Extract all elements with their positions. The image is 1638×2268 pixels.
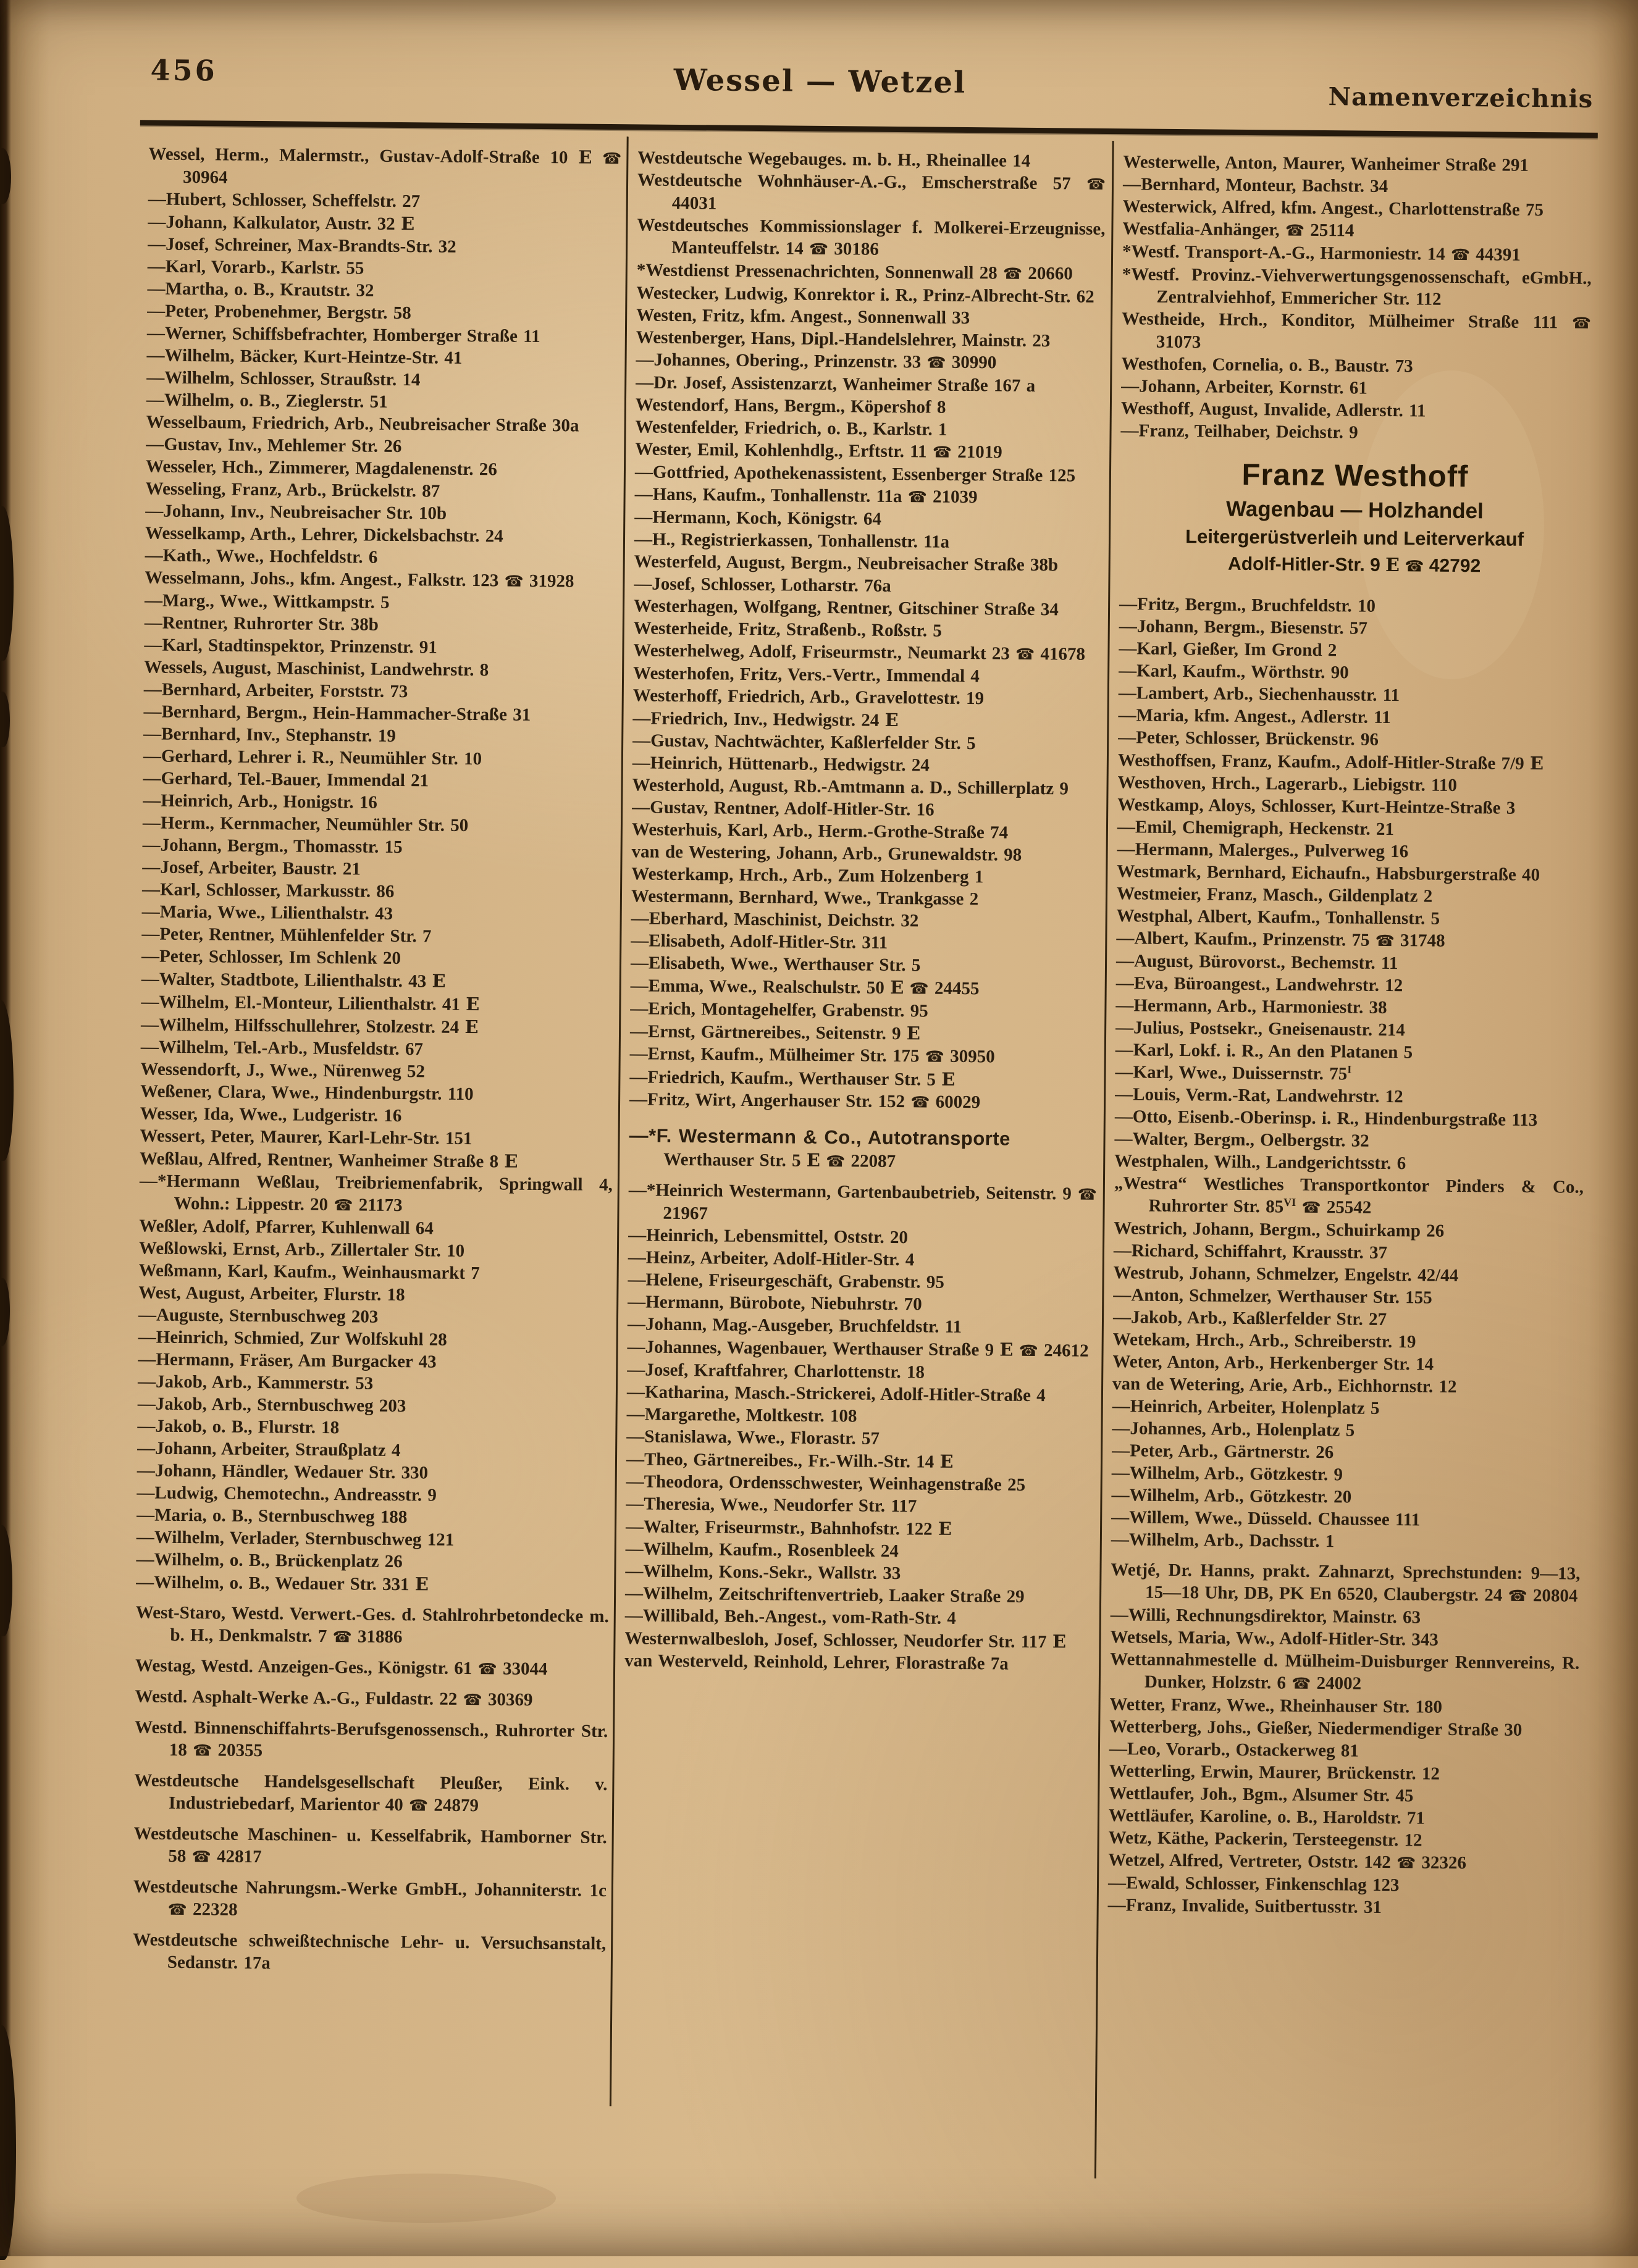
directory-entry: van de Westering, Johann, Arb., Grunewaldstr. 98 (631, 842, 1022, 865)
phone-icon: ☎ (167, 1900, 187, 1919)
directory-entry: —Leo, Vorarb., Ostackerweg 81 (1109, 1739, 1359, 1761)
directory-entry: —Gustav, Inv., Mehlemer Str. 26 (146, 434, 402, 457)
directory-entry: —Eberhard, Maschinist, Deichstr. 32 (631, 908, 919, 931)
directory-entry: Westenfelder, Friedrich, o. B., Karlstr. 1 (635, 417, 947, 440)
phone-icon: ☎ (193, 1741, 212, 1760)
directory-entry: —Wilhelm, Zeitschriftenvertrieb, Laaker Straße 29 (624, 1583, 1025, 1607)
directory-entry: —Wilhelm, Verlader, Sternbuschweg 121 (136, 1527, 455, 1550)
directory-entry: Westerhofen, Fritz, Vers.-Vertr., Immendal 4 (632, 663, 980, 687)
section-label: Namenverzeichnis (1328, 82, 1594, 114)
owner-mark: E (884, 709, 899, 731)
directory-entry: Westfalia-Anhänger, ☎ 25114 (1122, 219, 1354, 241)
directory-entry: Wessel, Herm., Malermstr., Gustav-Adolf-Straße 10 E ☎ 30964 (148, 144, 622, 188)
directory-entry: —Louis, Verm.-Rat, Landwehrstr. 12 (1115, 1084, 1403, 1107)
directory-entry: Westd. Binnenschiffahrts-Berufsgenossensch., Ruhrorter Str. 18 ☎ 20355 (135, 1717, 608, 1761)
directory-entry: —Karl, Kaufm., Wörthstr. 90 (1119, 661, 1349, 683)
phone-icon: ☎ (932, 443, 952, 461)
phone-icon: ☎ (1015, 645, 1035, 663)
directory-entry: —Johannes, Arb., Holenplatz 5 (1112, 1418, 1355, 1441)
directory-entry: —Johann, Händler, Wedauer Str. 330 (136, 1460, 429, 1483)
directory-entry: —Ernst, Kaufm., Mülheimer Str. 175 ☎ 30950 (629, 1044, 995, 1067)
directory-entry: —Gerhard, Lehrer i. R., Neumühler Str. 10 (143, 746, 482, 769)
directory-entry: —Gerhard, Tel.-Bauer, Immendal 21 (143, 768, 429, 791)
page-title: Wessel — Wetzel (673, 62, 967, 100)
directory-entry: —Friedrich, Kaufm., Werthauser Str. 5 E (629, 1067, 956, 1090)
owner-mark: E (1052, 1631, 1067, 1652)
phone-icon: ☎ (1508, 1586, 1527, 1605)
directory-entry: Westd. Asphalt-Werke A.-G., Fuldastr. 22 ☎ 30369 (135, 1686, 533, 1710)
owner-mark: E (941, 1068, 956, 1090)
directory-entry: —*Hermann Weßlau, Treibriemenfabrik, Springwall 4, Wohn.: Lippestr. 20 ☎ 21173 (139, 1171, 613, 1216)
directory-entry: Wessels, August, Maschinist, Landwehrstr. 8 (144, 657, 489, 680)
directory-entry: Wetjé, Dr. Hanns, prakt. Zahnarzt, Sprechstunden: 9—13, 15—18 Uhr, DB, PK En 6520, Claubergstr. 24 ☎ 20804 (1111, 1560, 1581, 1606)
directory-entry: Westphal, Albert, Kaufm., Tonhallenstr. 5 (1116, 906, 1440, 929)
phone-icon: ☎ (504, 572, 524, 590)
phone-icon: ☎ (408, 1796, 429, 1815)
directory-entry: Westen, Fritz, kfm. Angest., Sonnenwall 33 (636, 305, 970, 328)
directory-entry: *Westf. Transport-A.-G., Harmoniestr. 14 ☎ 44391 (1122, 241, 1521, 265)
directory-entry: —Lambert, Arb., Siechenhausstr. 11 (1118, 683, 1400, 706)
directory-entry: —Wilhelm, Kaufm., Rosenbleek 24 (625, 1539, 899, 1562)
directory-entry: —Karl, Gießer, Im Grond 2 (1119, 638, 1337, 661)
directory-entry: —Otto, Eisenb.-Oberinsp. i. R., Hindenburgstraße 113 (1114, 1107, 1538, 1131)
directory-entry: —Maria, kfm. Angest., Adlerstr. 11 (1118, 705, 1391, 728)
phone-icon: ☎ (907, 488, 927, 506)
advert-line: Franz Westhoff (1241, 458, 1469, 494)
directory-entry: —Willem, Wwe., Düsseld. Chaussee 111 (1111, 1507, 1421, 1530)
phone-icon: ☎ (1396, 1854, 1416, 1872)
directory-entry: —H., Registrierkassen, Tonhallenstr. 11a (634, 529, 950, 552)
directory-entry: van de Wetering, Arie, Arb., Eichhornstr. 12 (1112, 1374, 1457, 1397)
directory-entry: —Johann, Bergm., Thomasstr. 15 (142, 835, 403, 858)
directory-entry: Westdeutsche Handelsgesellschaft Pleußer, Eink. v. Industriebedarf, Marientor 40 ☎ 24879 (134, 1770, 608, 1816)
directory-entry: —Dr. Josef, Assistenzarzt, Wanheimer Straße 167 a (636, 372, 1036, 396)
directory-entry: Westdeutsche Maschinen- u. Kesselfabrik, Hamborner Str. 58 ☎ 42817 (133, 1823, 607, 1867)
directory-entry: Westkamp, Aloys, Schlosser, Kurt-Heintze-Straße 3 (1117, 795, 1516, 818)
directory-entry: —Josef, Schreiner, Max-Brandts-Str. 32 (148, 234, 456, 257)
directory-entry: —Fritz, Wirt, Angerhauser Str. 152 ☎ 60029 (629, 1089, 981, 1113)
page-number: 456 (150, 53, 217, 88)
directory-entry: —Richard, Schiffahrt, Krausstr. 37 (1113, 1241, 1388, 1263)
directory-entry: —Wilhelm, Bäcker, Kurt-Heintze-Str. 41 (146, 345, 463, 368)
directory-entry: Wesser, Ida, Wwe., Ludgeristr. 16 (140, 1103, 402, 1126)
owner-mark: E (939, 1450, 954, 1472)
directory-entry: —Walter, Bergm., Oelbergstr. 32 (1114, 1129, 1369, 1151)
owner-mark: E (890, 976, 904, 998)
phone-icon: ☎ (1301, 1198, 1321, 1217)
directory-entry: —Friedrich, Inv., Hedwigstr. 24 E (632, 708, 899, 731)
directory-entry: Westheide, Hrch., Konditor, Mülheimer Straße 111 ☎ 31073 (1122, 309, 1592, 353)
directory-entry: Westdeutsche Wohnhäuser-A.-G., Emscherstraße 57 ☎ 44031 (637, 170, 1106, 214)
directory-entry: Weßler, Adolf, Pfarrer, Kuhlenwall 64 (139, 1216, 434, 1239)
directory-entry: Westphalen, Wilh., Landgerichtsstr. 6 (1114, 1151, 1406, 1174)
directory-entry: —Auguste, Sternbuschweg 203 (138, 1305, 379, 1327)
directory-entry: Wester, Emil, Kohlenhdlg., Erftstr. 11 ☎ 21019 (635, 439, 1002, 462)
directory-entry: Wesselmann, Johs., kfm. Angest., Falkstr. 123 ☎ 31928 (145, 567, 574, 592)
directory-entry: Westdeutsche Wegebauges. m. b. H., Rheinallee 14 (637, 148, 1031, 171)
directory-entry: —Anton, Schmelzer, Werthauser Str. 155 (1113, 1285, 1432, 1308)
directory-entry: Wetekam, Hrch., Arb., Schreiberstr. 19 (1112, 1329, 1416, 1352)
directory-entry: —Bernhard, Monteur, Bachstr. 34 (1122, 174, 1388, 196)
directory-entry: —Emil, Chemigraph, Heckenstr. 21 (1117, 817, 1395, 840)
directory-entry: —Johann, Bergm., Biesenstr. 57 (1119, 616, 1368, 638)
directory-entry: Westerhold, August, Rb.-Amtmann a. D., Schillerplatz 9 (632, 775, 1069, 799)
directory-entry: Wettannahmestelle d. Mülheim-Duisburger Rennvereins, R. Dunker, Holzstr. 6 ☎ 24002 (1110, 1649, 1580, 1694)
directory-entry: —Kath., Wwe., Hochfeldstr. 6 (145, 545, 378, 567)
directory-entry: —Rentner, Ruhrorter Str. 38b (144, 613, 379, 635)
directory-entry: —*Heinrich Westermann, Gartenbaubetrieb, Seitenstr. 9 ☎ 21967 (628, 1180, 1097, 1224)
directory-entry: —Marg., Wwe., Wittkampstr. 5 (144, 590, 390, 613)
directory-entry: —Karl, Stadtinspektor, Prinzenstr. 91 (144, 635, 437, 658)
column-3 (1108, 151, 1593, 1920)
phone-icon: ☎ (463, 1690, 482, 1709)
directory-entry: —Fritz, Bergm., Bruchfeldstr. 10 (1119, 594, 1376, 616)
directory-entry: —Wilhelm, Tel.-Arb., Musfeldstr. 67 (140, 1037, 424, 1060)
directory-entry: *Westdienst Pressenachrichten, Sonnenwall 28 ☎ 20660 (636, 260, 1073, 284)
column-1 (133, 142, 622, 1977)
directory-entry: —Johann, Arbeiter, Kornstr. 61 (1121, 376, 1367, 398)
directory-entry: Wettläufer, Karoline, o. B., Haroldstr. 71 (1108, 1806, 1426, 1828)
directory-entry: Westmeier, Franz, Masch., Gildenplatz 2 (1116, 884, 1433, 906)
directory-entry: —Elisabeth, Wwe., Werthauser Str. 5 (630, 953, 921, 976)
directory-entry: Westerheide, Fritz, Straßenb., Roßstr. 5 (633, 618, 942, 641)
directory-entry: Westrub, Johann, Schmelzer, Engelstr. 42/44 (1113, 1263, 1459, 1286)
owner-mark: E (938, 1518, 952, 1539)
directory-entry: Westmark, Bernhard, Eichaufn., Habsburgerstraße 40 (1117, 861, 1540, 885)
directory-entry: —Hermann, Koch, Königstr. 64 (634, 507, 882, 529)
directory-entry: Westerhagen, Wolfgang, Rentner, Gitschiner Straße 34 (633, 596, 1059, 620)
directory-entry: Westerhuis, Karl, Arb., Herm.-Grothe-Straße 74 (631, 819, 1009, 843)
phone-icon: ☎ (1086, 175, 1106, 193)
directory-entry: Wetterberg, Johs., Gießer, Niedermendiger Straße 30 (1109, 1717, 1522, 1740)
directory-entry: West-Staro, Westd. Verwert.-Ges. d. Stahlrohrbetondecke m. b. H., Denkmalstr. 7 ☎ 31886 (135, 1602, 609, 1647)
advert-franz-westhoff (1120, 456, 1590, 580)
directory-entry: Wessendorft, J., Wwe., Nürenweg 52 (140, 1059, 426, 1082)
phone-icon: ☎ (602, 149, 622, 168)
directory-entry: Wetsels, Maria, Ww., Adolf-Hitler-Str. 343 (1110, 1627, 1438, 1650)
directory-entry: Westerwelle, Anton, Maurer, Wanheimer Straße 291 (1123, 152, 1529, 175)
owner-mark: E (906, 1023, 921, 1044)
directory-entry: —Heinrich, Arbeiter, Holenplatz 5 (1112, 1396, 1380, 1418)
directory-entry: Weßlowski, Ernst, Arb., Zillertaler Str. 10 (138, 1238, 465, 1261)
owner-mark: E (578, 146, 592, 168)
directory-entry: —Wilhelm, Hilfsschullehrer, Stolzestr. 24 E (140, 1015, 479, 1038)
advert-line: —*F. Westermann & Co., Autotransporte (629, 1124, 1011, 1150)
directory-entry: —Margarethe, Moltkestr. 108 (626, 1404, 857, 1426)
directory-entry: —Katharina, Masch.-Strickerei, Adolf-Hitler-Straße 4 (626, 1382, 1046, 1406)
directory-entry: —Walter, Stadtbote, Lilienthalstr. 43 E (141, 969, 446, 992)
owner-mark: E (1385, 554, 1400, 577)
directory-entry: —Peter, Schlosser, Im Schlenk 20 (141, 946, 401, 969)
directory-entry: —Bernhard, Bergm., Hein-Hammacher-Straße 31 (143, 701, 531, 725)
phone-icon: ☎ (1571, 314, 1592, 332)
advert-line: Werthauser Str. 5 E ☎ 22087 (663, 1149, 896, 1172)
directory-entry: —Jakob, Arb., Sternbuschweg 203 (137, 1394, 406, 1416)
directory-entry: —Ludwig, Chemotechn., Andreasstr. 9 (136, 1483, 437, 1505)
owner-mark: E (504, 1150, 518, 1172)
phone-icon: ☎ (826, 1152, 846, 1171)
directory-entry: Westernwalbesloh, Josef, Schlosser, Neudorfer Str. 117 E (624, 1628, 1067, 1652)
directory-entry: —Johann, Mag.-Ausgeber, Bruchfeldstr. 11 (627, 1314, 962, 1337)
directory-entry: —Theodora, Ordensschwester, Weinhagenstraße 25 (626, 1471, 1026, 1495)
directory-entry: —Theresia, Wwe., Neudorfer Str. 117 (626, 1494, 917, 1517)
directory-entry: —Jakob, o. B., Flurstr. 18 (137, 1416, 340, 1438)
phone-icon: ☎ (1285, 221, 1305, 240)
directory-entry: —Wilhelm, Arb., Götzkestr. 9 (1111, 1463, 1343, 1485)
owner-mark: E (999, 1339, 1014, 1360)
phone-icon: ☎ (925, 1047, 945, 1066)
directory-entry: —Karl, Vorarb., Karlstr. 55 (147, 256, 364, 278)
directory-entry: —Werner, Schiffsbefrachter, Homberger Straße 11 (146, 323, 540, 346)
directory-entry: —Peter, Probenehmer, Bergstr. 58 (147, 301, 411, 324)
directory-entry: —Peter, Schlosser, Brückenstr. 96 (1118, 727, 1379, 750)
directory-entry: —Franz, Teilhaber, Deichstr. 9 (1120, 421, 1358, 443)
directory-entry: Westenberger, Hans, Dipl.-Handelslehrer, Mainstr. 23 (636, 327, 1051, 351)
directory-entry: —Hermann, Arb., Harmoniestr. 38 (1115, 995, 1387, 1018)
directory-entry: —August, Bürovorst., Bechemstr. 11 (1115, 951, 1398, 974)
directory-entry: Westhoffsen, Franz, Kaufm., Adolf-Hitler-Straße 7/9 E (1117, 750, 1544, 774)
directory-entry: —Johannes, Obering., Prinzenstr. 33 ☎ 30990 (636, 349, 997, 373)
directory-entry: —Karl, Lokf. i. R., An den Platanen 5 (1115, 1040, 1413, 1063)
directory-entry: Westecker, Ludwig, Konrektor i. R., Prinz-Albrecht-Str. 62 (636, 283, 1094, 307)
directory-entry: —Maria, Wwe., Lilienthalstr. 43 (141, 902, 393, 924)
directory-entry: Westag, Westd. Anzeigen-Ges., Königstr. 61 ☎ 33044 (135, 1655, 548, 1680)
directory-entry: —Bernhard, Inv., Stephanstr. 19 (143, 724, 396, 746)
phone-icon: ☎ (334, 1196, 353, 1215)
directory-entry: Westhoven, Hrch., Lagerarb., Liebigstr. 110 (1117, 772, 1458, 795)
directory-entry: Westhoff, August, Invalide, Adlerstr. 11 (1120, 398, 1426, 421)
directory-entry: Westerwick, Alfred, kfm. Angest., Charlottenstraße 75 (1122, 196, 1544, 220)
directory-entry: —Jakob, Arb., Kaßlerfelder Str. 27 (1112, 1307, 1387, 1329)
directory-entry: —Wilhelm, Arb., Götzkestr. 20 (1111, 1485, 1352, 1507)
directory-entry: —Wilhelm, o. B., Zieglerstr. 51 (146, 390, 388, 412)
directory-entry: —Julius, Postsekr., Gneisenaustr. 214 (1115, 1018, 1406, 1040)
directory-entry: Wesselbaum, Friedrich, Arb., Neubreisacher Straße 30a (146, 412, 579, 436)
directory-entry: —Wilhelm, o. B., Brückenplatz 26 (136, 1549, 403, 1572)
directory-entry: Westdeutsches Kommissionslager f. Molkerei-Erzeugnisse, Manteuffelstr. 14 ☎ 30186 (637, 215, 1106, 259)
owner-mark: E (400, 213, 415, 235)
owner-mark: E (806, 1149, 821, 1171)
directory-entry: —Helene, Friseurgeschäft, Grabenstr. 95 (628, 1270, 945, 1292)
owner-mark: E (1529, 752, 1544, 774)
column-2 (624, 146, 1106, 1676)
directory-entry: Westendorf, Hans, Bergm., Köpershof 8 (635, 395, 946, 417)
directory-entry: —Hubert, Schlosser, Scheffelstr. 27 (148, 189, 421, 212)
directory-entry: Wetterling, Erwin, Maurer, Brückenstr. 12 (1109, 1761, 1440, 1784)
phone-icon: ☎ (1375, 931, 1395, 950)
directory-entry: —Gottfried, Apothekenassistent, Essenberger Straße 125 (634, 462, 1076, 486)
directory-entry: Weßlau, Alfred, Rentner, Wanheimer Straße 8 E (140, 1149, 518, 1172)
directory-entry: West, August, Arbeiter, Flurstr. 18 (138, 1283, 405, 1305)
directory-entry: Westerhelweg, Adolf, Friseurmstr., Neumarkt 23 ☎ 41678 (633, 640, 1086, 664)
directory-entry: Wessert, Peter, Maurer, Karl-Lehr-Str. 151 (140, 1126, 472, 1149)
directory-entry: —Eva, Büroangest., Landwehrstr. 12 (1115, 973, 1403, 996)
directory-entry: —Willibald, Beh.-Angest., vom-Rath-Str. 4 (624, 1605, 957, 1628)
directory-entry: —Theo, Gärtnereibes., Fr.-Wilh.-Str. 14 E (626, 1449, 954, 1472)
phone-icon: ☎ (909, 979, 929, 998)
directory-entry: Westerfeld, August, Bergm., Neubreisacher Straße 38b (634, 551, 1059, 575)
directory-entry: —Willi, Rechnungsdirektor, Mainstr. 63 (1110, 1605, 1421, 1628)
directory-entry: —Wilhelm, Arb., Dachsstr. 1 (1111, 1529, 1335, 1552)
directory-entry: —Wilhelm, Schlosser, Straußstr. 14 (146, 367, 421, 390)
directory-entry: —Ernst, Gärtnereibes., Seitenstr. 9 E (629, 1021, 921, 1044)
directory-entry: —Franz, Invalide, Suitbertusstr. 31 (1107, 1895, 1382, 1917)
directory-entry: Weßener, Clara, Wwe., Hindenburgstr. 110 (140, 1081, 474, 1105)
owner-mark: E (464, 1016, 479, 1038)
directory-entry: Weter, Anton, Arb., Herkenberger Str. 14 (1112, 1352, 1434, 1375)
directory-entry: —Ewald, Schlosser, Finkenschlag 123 (1107, 1873, 1400, 1896)
phone-icon: ☎ (910, 1093, 930, 1111)
directory-entry: —Maria, o. B., Sternbuschweg 188 (136, 1505, 408, 1528)
directory-entry: —Heinrich, Arb., Honigstr. 16 (143, 790, 377, 813)
phone-icon: ☎ (1077, 1185, 1097, 1203)
directory-entry: —Walter, Friseurmstr., Bahnhofstr. 122 E (625, 1517, 952, 1539)
phone-icon: ☎ (1450, 245, 1471, 264)
directory-entry: —Karl, Schlosser, Markusstr. 86 (141, 879, 395, 902)
directory-entry: Westdeutsche schweißtechnische Lehr- u. Versuchsanstalt, Sedanstr. 17a (133, 1930, 607, 1973)
directory-entry: —Josef, Arbeiter, Baustr. 21 (142, 857, 361, 879)
directory-entry: Wetz, Käthe, Packerin, Tersteegenstr. 12 (1108, 1828, 1422, 1851)
directory-entry: —Johann, Kalkulator, Austr. 32 E (148, 212, 415, 235)
directory-entry: Westerkamp, Hrch., Arb., Zum Holzenberg 1 (631, 864, 984, 887)
directory-entry: —Jakob, Arb., Kammerstr. 53 (137, 1371, 374, 1394)
directory-entry: —Johannes, Wagenbauer, Werthauser Straße 9 E ☎ 24612 (627, 1337, 1089, 1361)
directory-entry: Wesseler, Hch., Zimmerer, Magdalenenstr. 26 (145, 456, 498, 480)
directory-entry: —Heinrich, Hüttenarb., Hedwigstr. 24 (632, 753, 930, 776)
directory-entry: —Martha, o. B., Krautstr. 32 (147, 278, 374, 301)
directory-entry: —Gustav, Nachtwächter, Kaßlerfelder Str. 5 (632, 730, 976, 754)
directory-entry: —Elisabeth, Adolf-Hitler-Str. 311 (631, 931, 888, 953)
directory-entry: Wettlaufer, Joh., Bgm., Alsumer Str. 45 (1109, 1783, 1414, 1806)
directory-entry: —Erich, Montagehelfer, Grabenstr. 95 (630, 998, 928, 1021)
phone-icon: ☎ (1405, 557, 1424, 575)
directory-entry: —Emma, Wwe., Realschulstr. 50 E ☎ 24455 (630, 976, 980, 999)
directory-entry: —Herm., Kernmacher, Neumühler Str. 50 (142, 813, 469, 835)
directory-entry: Wesseling, Franz, Arb., Brückelstr. 87 (145, 479, 440, 501)
directory-entry: —Heinrich, Schmied, Zur Wolfskuhl 28 (138, 1327, 447, 1350)
directory-entry: *Westf. Provinz.-Viehverwertungsgenossenschaft, eGmbH., Zentralviehhof, Emmericher Str. 112 (1122, 264, 1592, 309)
advert-line: Wagenbau — Holzhandel (1225, 496, 1484, 524)
directory-entry: —Wilhelm, El.-Monteur, Lilienthalstr. 41 E (141, 992, 480, 1015)
directory-entry: Westermann, Bernhard, Wwe., Trankgasse 2 (631, 886, 979, 910)
phone-icon: ☎ (1002, 264, 1023, 283)
directory-entry: —Hans, Kaufm., Tonhallenstr. 11a ☎ 21039 (634, 484, 978, 508)
phone-icon: ☎ (1292, 1674, 1311, 1693)
directory-entry: Westerhoff, Friedrich, Arb., Gravelottestr. 19 (632, 685, 985, 709)
phone-icon: ☎ (191, 1847, 211, 1866)
directory-entry: —Peter, Arb., Gärtnerstr. 26 (1112, 1441, 1334, 1463)
directory-entry: —Bernhard, Arbeiter, Forststr. 73 (143, 679, 408, 702)
owner-mark: E (432, 970, 446, 992)
owner-mark: E (414, 1573, 429, 1595)
directory-entry: —Heinrich, Lebensmittel, Oststr. 20 (628, 1225, 909, 1248)
phone-icon: ☎ (808, 240, 829, 259)
advert-inline-entry (629, 1124, 1098, 1175)
phone-icon: ☎ (332, 1628, 352, 1646)
directory-entry: Wesselkamp, Arth., Lehrer, Dickelsbachstr. 24 (145, 523, 503, 546)
directory-entry: —Johann, Inv., Neubreisacher Str. 10b (145, 501, 447, 524)
directory-entry: —Hermann, Fräser, Am Burgacker 43 (138, 1349, 437, 1372)
directory-entry: Wetzel, Alfred, Vertreter, Oststr. 142 ☎ 32326 (1108, 1850, 1467, 1873)
directory-entry: —Stanislawa, Wwe., Florastr. 57 (626, 1426, 880, 1449)
directory-entry: —Heinz, Arbeiter, Adolf-Hitler-Str. 4 (628, 1247, 915, 1270)
directory-entry: —Karl, Wwe., Duissernstr. $75^I$ (1115, 1062, 1352, 1084)
directory-entry: —Hermann, Bürobote, Niebuhrstr. 70 (628, 1292, 922, 1315)
owner-mark: E (466, 993, 480, 1015)
directory-entry: —Josef, Schlosser, Lotharstr. 76a (634, 574, 891, 596)
phone-icon: ☎ (477, 1660, 497, 1678)
directory-entry: —Johann, Arbeiter, Straußplatz 4 (137, 1438, 401, 1461)
advert-line: Adolf-Hitler-Str. 9 E ☎ 42792 (1227, 553, 1481, 577)
directory-entry: Westrich, Johann, Bergm., Schuirkamp 26 (1114, 1218, 1445, 1241)
directory-entry: —Albert, Kaufm., Prinzenstr. 75 ☎ 31748 (1116, 928, 1445, 951)
directory-entry: „Westra“ Westliches Transportkontor Pinders & Co., Ruhrorter Str. $85^{VI}$ ☎ 25542 (1114, 1173, 1584, 1218)
directory-entry: Westhofen, Cornelia, o. B., Baustr. 73 (1121, 354, 1413, 377)
directory-entry: Westdeutsche Nahrungsm.-Werke GmbH., Johanniterstr. 1c ☎ 22328 (133, 1877, 607, 1920)
phone-icon: ☎ (926, 353, 946, 372)
phone-icon: ☎ (1018, 1341, 1038, 1360)
directory-entry: —Wilhelm, o. B., Wedauer Str. 331 E (136, 1572, 429, 1595)
directory-entry: van Westerveld, Reinhold, Lehrer, Florastraße 7a (624, 1651, 1009, 1674)
directory-entry: Weßmann, Karl, Kaufm., Weinhausmarkt 7 (138, 1260, 480, 1284)
directory-entry: —Wilhelm, Kons.-Sekr., Wallstr. 33 (625, 1561, 901, 1584)
directory-entry: —Josef, Kraftfahrer, Charlottenstr. 18 (627, 1360, 925, 1383)
directory-entry: —Gustav, Rentner, Adolf-Hitler-Str. 16 (632, 797, 934, 820)
header-rule (140, 120, 1598, 138)
directory-entry: Wetter, Franz, Wwe., Rheinhauser Str. 180 (1109, 1694, 1443, 1717)
directory-entry: —Peter, Rentner, Mühlenfelder Str. 7 (141, 924, 432, 947)
advert-line: Leitergerüstverleih und Leiterverkauf (1185, 525, 1524, 550)
directory-entry: —Hermann, Malerges., Pulverweg 16 (1117, 839, 1409, 862)
